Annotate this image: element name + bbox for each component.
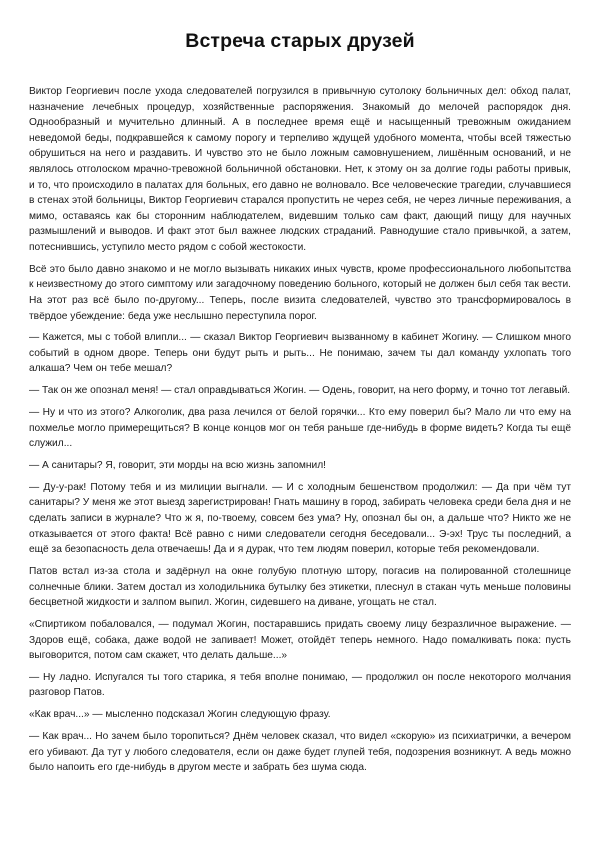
document-body: [29, 84, 571, 776]
paragraph: Патов встал из-за стола и задёрнул на окне голубую плотную штору, погасив на полированной столешнице солнечные блики. Затем достал из холодильника бутылку без этикетки, плеснул в стакан чуть меньше половины бесцветной жидкости и залпом выпил. Жогин, сидевшего на диване, угощать не стал.: [29, 565, 571, 609]
paragraph: — Кажется, мы с тобой влипли... — сказал Виктор Георгиевич вызванному в кабинет Жогину. — Слишком много событий в одном дворе. Теперь они будут рыть и рыть... Не понимаю, зачем ты дал команду ухлопать того алкаша? Чем он тебе мешал?: [29, 332, 571, 375]
paragraph: Виктор Георгиевич после ухода следователей погрузился в привычную сутолоку больничных дел: обход палат, назначение лечебных процедур, хозяйственные распоряжения. Знакомый до мелочей распорядок дня. Однообразный и мучительно длинный. А в последнее время ещё и насыщенный тревожным ожиданием неведомой беды, подкравшейся к самому порогу и терпеливо ждущей удобного момента, чтобы всей тяжестью обрушиться на него и раздавить. И чувство это не было ложным самовнушением, лишённым оснований, и не являлось отголоском мрачно-тревожной больничной обстановки. Нет, к этому он за долгие годы работы привык, и то, что происходило в палатах для больных, его давно не волновало. Все человеческие трагедии, случавшиеся в стенах этой больницы, Виктор Георгиевич старался пропустить не через себя, не через личные переживания, а мимо, оставаясь как бы сторонним наблюдателем, видевшим только сам факт, дающий пищу для научных размышлений и выводов. И факт этот был важнее людских страданий. Равнодушие стало привычкой, а затем, потеснившись, уступило место рядом с собой жестокости.: [29, 86, 571, 253]
paragraph: Всё это было давно знакомо и не могло вызывать никаких иных чувств, кроме профессионального любопытства к неизвестному до этого симптому или загадочному поведению больного, который не должен был себя так вести. На этот раз всё было по-другому... Теперь, после визита следователей, чувство это трансформировалось в твёрдое убеждение: беда уже неслышно переступила порог.: [29, 263, 571, 322]
paragraph: — Ну ладно. Испугался ты того старика, я тебя вполне понимаю, — продолжил он после некоторого молчания разговор Патов.: [29, 671, 571, 699]
paragraph: — Ну и что из этого? Алкоголик, два раза лечился от белой горячки... Кто ему поверил бы? Мало ли что ему на похмелье могло примерещиться? В конце концов мог он тебя раньше где-нибудь в форме видеть? Когда ты ещё служил...: [29, 407, 571, 450]
page-title: Встреча старых друзей: [185, 30, 415, 52]
paragraph: — А санитары? Я, говорит, эти морды на всю жизнь запомнил!: [29, 460, 327, 471]
paragraph: — Ду-у-рак! Потому тебя и из милиции выгнали. — И с холодным бешенством продолжил: — Да при чём тут санитары? У меня же этот выезд зарегистрирован! Гнать машину в город, забирать человека среди бела дня и не сделать записи в журнале? Что ж я, по-твоему, совсем без ума? Ну, опознал бы он, а дальше что? Никто же не отказывается от этого факта! Всё равно с ними следователи сегодня беседовали... Э-эх! Трус ты последний, а ещё за безопасность дела отвечаешь! Да и я дурак, что тем людям поверил, которые тебя рекомендовали.: [29, 481, 571, 556]
paragraph: — Как врач... Но зачем было торопиться? Днём человек сказал, что видел «скорую» из психиатрички, а вечером его убивают. Да тут у любого следователя, если он даже будет глупей тебя, подозрения возникнут. А ведь можно было напоить его где-нибудь в другом месте и забрать без шума сюда.: [29, 731, 571, 774]
paragraph: «Как врач...» — мысленно подсказал Жогин следующую фразу.: [29, 709, 331, 721]
paragraph: — Так он же опознал меня! — стал оправдываться Жогин. — Одень, говорит, на него форму, и точно тот легавый.: [29, 385, 571, 397]
paragraph: «Спиртиком побаловался, — подумал Жогин, постаравшись придать своему лицу безразличное выражение. — Здоров ещё, собака, даже водой не запивает! Может, отойдёт теперь немного. Надо помалкивать пока: пусть выговорится, потом сам скажет, что делать дальше...»: [29, 618, 571, 662]
